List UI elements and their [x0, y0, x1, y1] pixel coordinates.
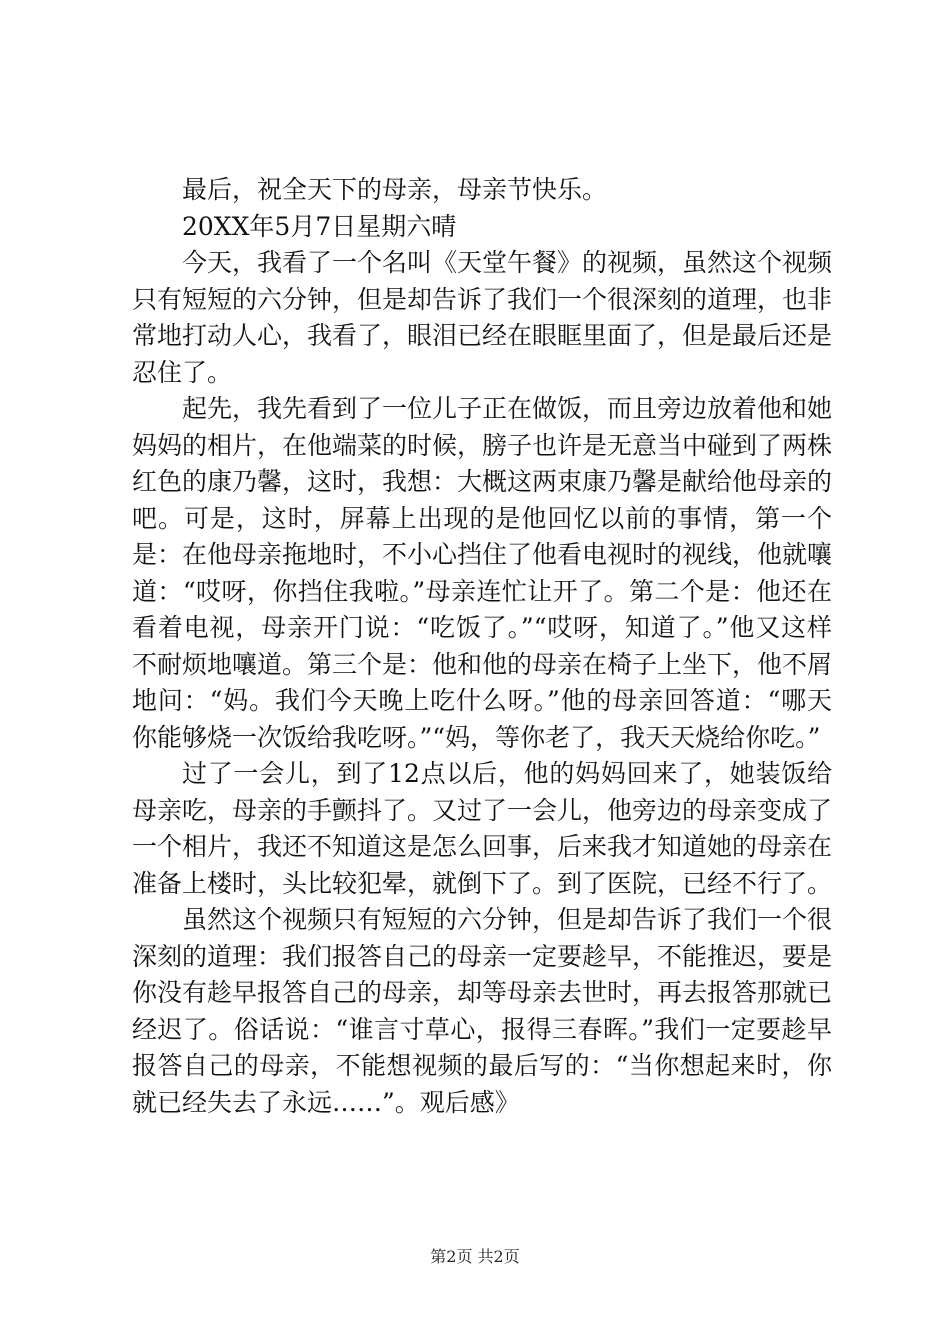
body-paragraph: 起先，我先看到了一位儿子正在做饭，而且旁边放着他和她妈妈的相片，在他端菜的时候，膀子也许是无意当中碰到了两株红色的康乃馨，这时，我想：大概这两束康乃馨是献给他母亲的吧。可是，这时，屏幕上出现的是他回忆以前的事情，第一个是：在他母亲拖地时，不小心挡住了他看电视时的视线，他就嚷道：“哎呀，你挡住我啦。”母亲连忙让开了。第二个是：他还在看着电视，母亲开门说：“吃饭了。”“哎呀，知道了。”他又这样不耐烦地嚷道。第三个是：他和他的母亲在椅子上坐下，他不屑地问：“妈。我们今天晚上吃什么呀。”他的母亲回答道：“哪天你能够烧一次饭给我吃呀。”“妈，等你老了，我天天烧给你吃。”: [132, 394, 833, 752]
body-paragraph: 今天，我看了一个名叫《天堂午餐》的视频，虽然这个视频只有短短的六分钟，但是却告诉了我们一个很深刻的道理，也非常地打动人心，我看了，眼泪已经在眼眶里面了，但是最后还是忍住了。: [132, 248, 833, 387]
body-paragraph: 过了一会儿，到了12点以后，他的妈妈回来了，她装饭给母亲吃，母亲的手颤抖了。又过了一会儿，他旁边的母亲变成了一个相片，我还不知道这是怎么回事，后来我才知道她的母亲在准备上楼时，头比较犯晕，就倒下了。到了医院，已经不行了。: [132, 759, 833, 898]
document-body: [132, 172, 832, 1121]
date-line: 20XX年5月7日星期六晴: [182, 211, 457, 241]
closing-paragraph: 最后，祝全天下的母亲，母亲节快乐。: [182, 175, 608, 204]
body-paragraph: 虽然这个视频只有短短的六分钟，但是却告诉了我们一个很深刻的道理：我们报答自己的母亲一定要趁早，不能推迟，要是你没有趁早报答自己的母亲，却等母亲去世时，再去报答那就已经迟了。俗话说：“谁言寸草心，报得三春晖。”我们一定要趁早报答自己的母亲，不能想视频的最后写的：“当你想起来时，你就已经失去了永远……”。观后感》: [132, 905, 833, 1117]
page-number-footer: 第2页 共2页: [430, 1247, 520, 1266]
